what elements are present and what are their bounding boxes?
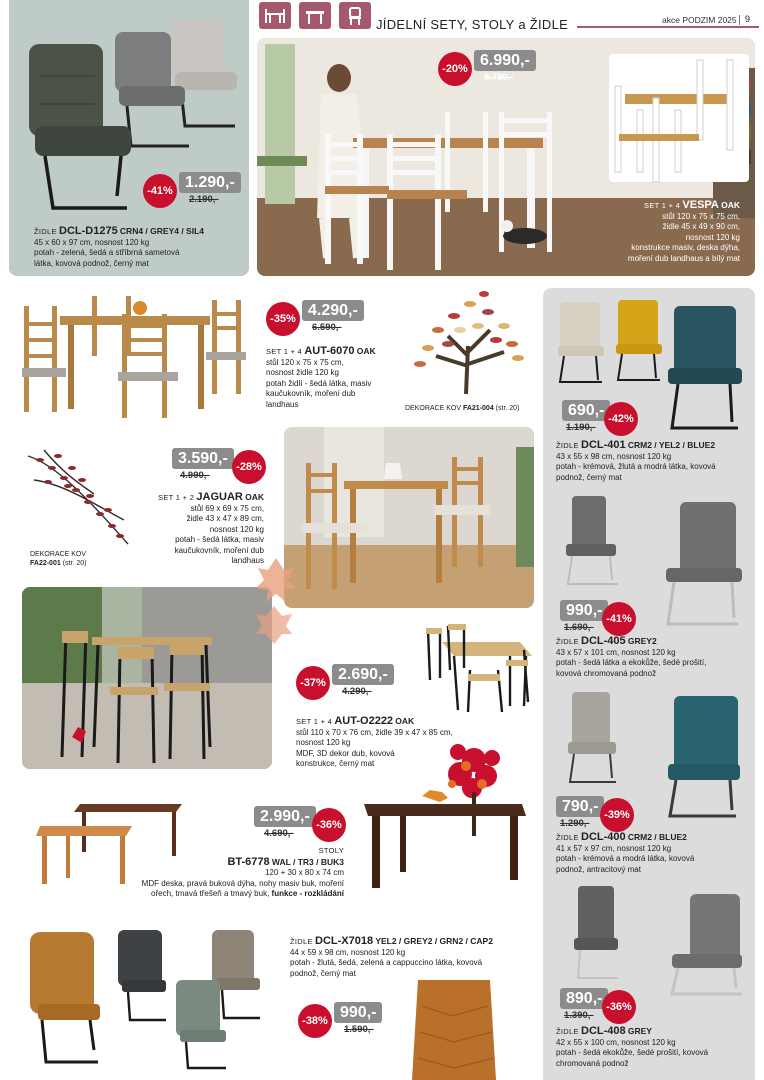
product-info-dcl408: ŽIDLE DCL-408 GREY 42 x 55 x 100 cm, nosnost 120 kg potah - šedá ekokůže, šedé prošití, kovová chromovaná podnož — [556, 1025, 709, 1068]
product-info-jaguar: SET 1 + 2 JAGUAR OAK stůl 69 x 69 x 75 cm, židle 43 x 47 x 89 cm, nosnost 120 kg potah - šedá látka, masiv kaučukovník, moření dub landhaus — [158, 491, 264, 565]
product-info-dcl401: ŽIDLE DCL-401 CRM2 / YEL2 / BLUE2 43 x 55 x 98 cm, nosnost 120 kg potah - krémová, žlutá a modrá látka, kovová podnož, černý mat — [556, 439, 716, 482]
header-separator — [739, 15, 740, 25]
discount-badge: -38% — [298, 1004, 332, 1038]
price-tag-bt6778 — [254, 806, 354, 844]
promo-label: akce PODZIM 2025 — [662, 15, 737, 25]
old-price: 1.390,- — [564, 1010, 594, 1021]
new-price: 2.990,- — [254, 806, 316, 827]
autumn-leaf-decoration — [254, 556, 296, 646]
price-tag-dcl408 — [560, 988, 660, 1026]
discount-badge: -41% — [602, 602, 636, 636]
header-rule — [577, 26, 759, 28]
new-price: 2.690,- — [332, 664, 394, 685]
discount-badge: -37% — [296, 666, 330, 700]
new-price: 890,- — [560, 988, 608, 1009]
new-price: 4.290,- — [302, 300, 364, 321]
aut2222-scene — [22, 587, 272, 769]
price-tag-d1275 — [143, 172, 243, 210]
old-price: 1.690,- — [564, 622, 594, 633]
old-price: 1.290,- — [560, 818, 590, 829]
new-price: 6.990,- — [474, 50, 536, 71]
price-tag-jaguar — [172, 448, 268, 486]
product-info-aut6070: SET 1 + 4 AUT-6070 OAK stůl 120 x 75 x 75 cm, nosnost židle 120 kg potah židlí - šedá látka, masiv kaučukovník, moření dub landhaus — [266, 345, 376, 409]
product-info-dcl400: ŽIDLE DCL-400 CRM2 / BLUE2 41 x 57 x 97 cm, nosnost 120 kg potah - krémová a modrá látka, kovová podnož, antracitový mat — [556, 831, 695, 874]
page-title: JÍDELNÍ SETY, STOLY a ŽIDLE — [376, 17, 569, 32]
discount-badge: -36% — [312, 808, 346, 842]
x7018-closeup-image — [412, 976, 498, 1080]
price-tag-dcl401 — [562, 400, 662, 438]
table-icon — [299, 2, 331, 29]
new-price: 1.290,- — [179, 172, 241, 193]
old-price: 6.590,- — [312, 322, 342, 333]
old-price: 8.790,- — [484, 72, 514, 83]
page-number: 9 — [745, 14, 751, 24]
aut6070-set-image — [22, 292, 248, 418]
caption-fa22: DEKORACE KOV FA22-001 (str. 20) — [30, 551, 87, 567]
new-price: 990,- — [560, 600, 608, 621]
discount-badge: -39% — [600, 798, 634, 832]
product-info-x7018: ŽIDLE DCL-X7018 YEL2 / GREY2 / GRN2 / CAP2 44 x 59 x 98 cm, nosnost 120 kg potah - žlutá, šedá, zelená a cappuccino látka, kovová podnož, černý mat — [290, 935, 493, 978]
old-price: 4.690,- — [264, 828, 294, 839]
dark-table-with-tree-image — [362, 740, 532, 892]
price-tag-aut6070 — [266, 300, 376, 338]
new-price: 690,- — [562, 400, 610, 421]
price-tag-vespa — [438, 50, 558, 88]
chair-icon — [339, 2, 371, 29]
product-info-dcl405: ŽIDLE DCL-405 GREY2 43 x 57 x 101 cm, nosnost 120 kg potah - šedá látka a ekokůže, šedé prošití, kovová chromovaná podnož — [556, 635, 707, 678]
new-price: 3.590,- — [172, 448, 234, 469]
product-info-vespa: SET 1 + 4 VESPA OAK stůl 120 x 75 x 75 cm, židle 45 x 49 x 90 cm, nosnost 120 kg konstrukce masiv, deska dýha, moření dub landhaus a bílý mat — [627, 199, 740, 263]
product-info-bt6778: STOLY BT-6778 WAL / TR3 / BUK3 120 + 30 x 80 x 74 cm MDF deska, pravá buková dýha, nohy masiv buk, moření ořech, tmavá třešeň a tmavý buk, funkce - rozkládání — [141, 846, 344, 898]
old-price: 4.990,- — [180, 470, 210, 481]
fa22-branch-decoration — [24, 444, 132, 548]
old-price: 1.590,- — [344, 1024, 374, 1035]
aut2222-set-image — [420, 620, 534, 716]
discount-badge: -36% — [602, 990, 636, 1024]
discount-badge: -41% — [143, 174, 177, 208]
dcl408-chairs-image — [572, 884, 748, 996]
new-price: 990,- — [334, 1002, 382, 1023]
dining-set-icon — [259, 2, 291, 29]
fa21-tree-decoration — [408, 286, 530, 396]
jaguar-scene — [284, 427, 534, 608]
price-tag-x7018 — [298, 1002, 398, 1040]
product-info-d1275: ŽIDLE DCL-D1275 CRN4 / GREY4 / SIL4 45 x 60 x 97 cm, nosnost 120 kg potah - zelená, šedá a stříbrná sametová látka, kovová podnož, černý mat — [34, 225, 205, 268]
discount-badge: -35% — [266, 302, 300, 336]
x7018-chairs-image — [24, 926, 268, 1072]
old-price: 1.190,- — [566, 422, 596, 433]
price-tag-aut2222 — [296, 664, 406, 702]
discount-badge: -20% — [438, 52, 472, 86]
caption-fa21: DEKORACE KOV FA21-004 (str. 20) — [405, 405, 520, 412]
aut2222-room-photo — [22, 587, 272, 769]
new-price: 790,- — [556, 796, 604, 817]
product-info-aut2222: SET 1 + 4 AUT-O2222 OAK stůl 110 x 70 x 76 cm, židle 39 x 47 x 85 cm, nosnost 120 kg MDF, 3D dekor dub, kovová konstrukce, černý mat — [296, 715, 453, 768]
price-tag-dcl405 — [560, 600, 660, 638]
old-price: 2.190,- — [189, 194, 219, 205]
discount-badge: -42% — [604, 402, 638, 436]
price-tag-dcl400 — [556, 796, 656, 834]
jaguar-room-photo — [284, 427, 534, 608]
discount-badge: -28% — [232, 450, 266, 484]
old-price: 4.290,- — [342, 686, 372, 697]
